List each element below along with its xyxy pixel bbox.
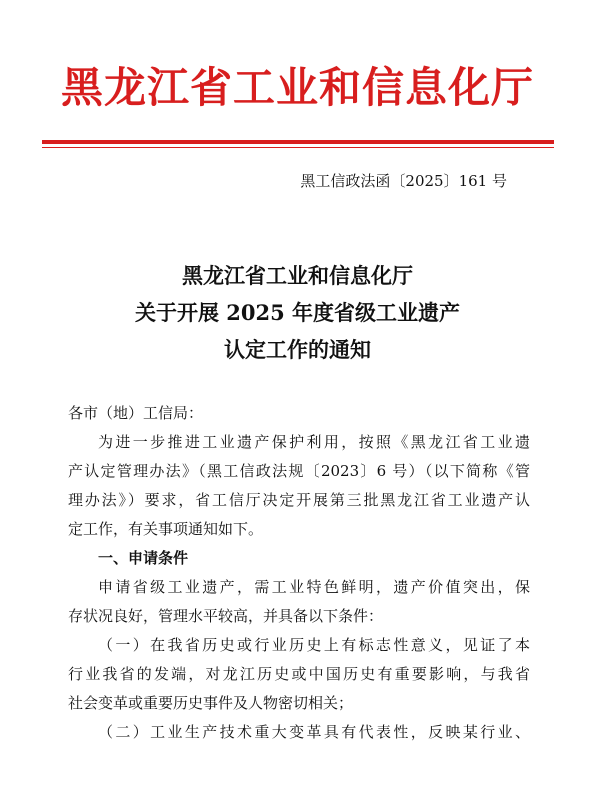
header-rule-thin [42, 147, 554, 148]
section-heading: 一、申请条件 [98, 549, 189, 567]
header-rule-thick [42, 140, 554, 144]
intro-paragraph-line: 为进一步推进工业遗产保护利用，按照《黑龙江省工业遗 [98, 433, 530, 451]
notice-title-line: 黑龙江省工业和信息化厅 [182, 263, 413, 288]
document-number: 黑工信政法函〔2025〕161 号 [300, 172, 507, 190]
condition-item-line: （二）工业生产技术重大变革具有代表性，反映某行业、 [98, 723, 530, 741]
notice-title [0, 257, 595, 368]
notice-title-line: 认定工作的通知 [224, 337, 371, 362]
condition-item-line: 社会变革或重要历史事件及人物密切相关； [68, 694, 354, 712]
header-org-title: 黑龙江省工业和信息化厅 [60, 63, 534, 112]
notice-body [68, 399, 530, 747]
salutation: 各市（地）工信局： [68, 404, 204, 422]
condition-item-line: 行业我省的发端，对龙江历史或中国历史有重要影响，与我省 [68, 665, 530, 683]
condition-item-line: （一）在我省历史或行业历史上有标志性意义，见证了本 [98, 636, 530, 654]
notice-title-line: 关于开展 2025 年度省级工业遗产 [134, 300, 461, 325]
section-paragraph-line: 申请省级工业遗产，需工业特色鲜明，遗产价值突出，保 [98, 578, 530, 596]
intro-paragraph-line: 定工作，有关事项通知如下。 [68, 520, 264, 538]
section-paragraph-line: 存状况良好，管理水平较高，并具备以下条件： [68, 607, 384, 625]
intro-paragraph-line: 产认定管理办法》（黑工信政法规〔2023〕6 号）（以下简称《管 [68, 462, 530, 480]
intro-paragraph-line: 理办法》）要求，省工信厅决定开展第三批黑龙江省工业遗产认 [68, 491, 530, 509]
